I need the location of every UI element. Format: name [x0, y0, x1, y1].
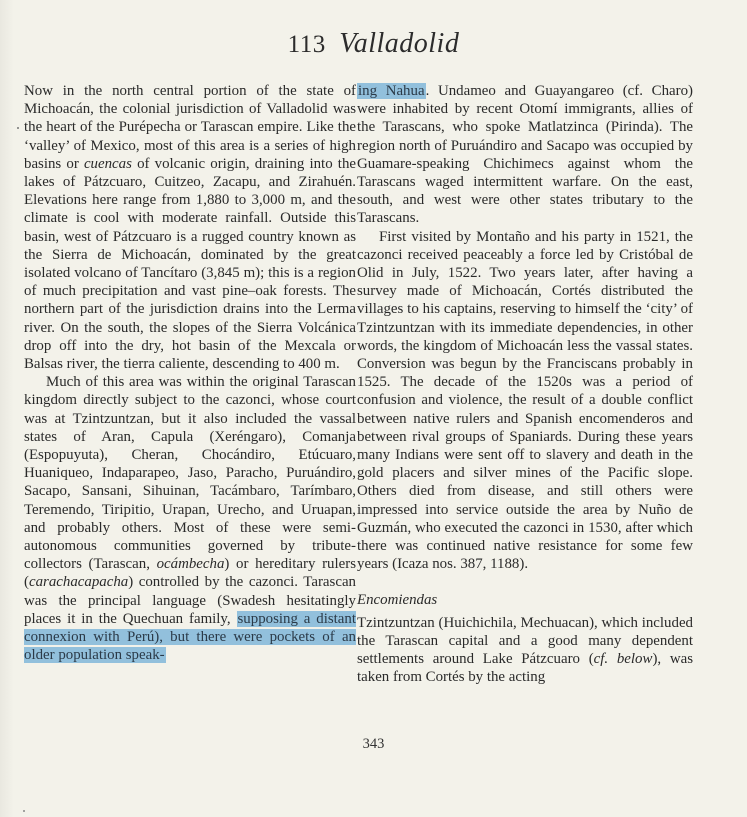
text-highlight[interactable]: supposing a distant connexion with Perú), but there were pockets of an older population speak- [24, 610, 356, 664]
section-title: Valladolid [339, 28, 460, 59]
paragraph-kingdom[interactable]: Much of this area was within the original Tarascan kingdom directly subject to the cazonci, whose court was at Tzintzuntzan, but it also included the vassal states of Aran, Capula (Xeréngaro), Comanja (Espopuyuta), Cheran, Chocándiro, Etúcuaro, Huaniqueo, Indaparapeo, Jaso, Paracho, Puruándiro, Sacapo, Sansani, Sihuinan, Tacámbaro, Tarímbaro, Teremendo, Tiripitio, Urapan, Urecho, and Uruapan, and probably others. Most of these were semi-autonomous communities governed by tribute-collectors (Tarascan, ocámbecha) or hereditary rulers (carachacapacha) controlled by the cazonci. Tarascan was the principal language (Swadesh hesitatingly places it in the Quechuan family, supposing a distant connexion with Perú), but there were pockets of an older population speak- [24, 374, 356, 664]
section-number: 113 [287, 31, 326, 58]
page-speck [23, 810, 25, 812]
running-header [0, 28, 747, 60]
paragraph-conquest[interactable]: First visited by Montaño and his party in 1521, the cazonci received peaceably a force led by Cristóbal de Olid in July, 1522. Two years later, after having a survey made of Michoacán, Cortés distributed the villages to his captains, reserving to himself the ‘city’ of Tzintzuntzan with its immediate dependencies, in other words, the kingdom of Michoacán less the vassal states. Conversion was begun by the Franciscans probably in 1525. The decade of the 1520s was a period of confusion and violence, the result of a double conflict between native rulers and Spanish encomenderos and between rival groups of Spaniards. During these years many Indians were sent off to slavery and death in the gold placers and silver mines of the Pacific slope. Others died from disease, and still others were impressed into service outside the area by Nuño de Guzmán, who executed the cazonci in 1530, after which there was continued native resistance for some few years (Icaza nos. 387, 1188). [357, 228, 693, 573]
paragraph-encomiendas[interactable]: Tzintzuntzan (Huichichila, Mechuacan), which included the Tarascan capital and a good many dependent settlements around Lake Pátzcuaro (cf. below), was taken from Cortés by the acting [357, 614, 694, 686]
paragraph-continuation[interactable]: ing Nahua. Undameo and Guayangareo (cf. Charo) were inhabited by recent Otomí immigrants, allies of the Tarascans, who spoke Matlatzinca (Pirinda). The region north of Puruándiro and Sacapo was occupied by Guamare-speaking Chichimecs against whom the Tarascans waged intermittent warfare. On the east, south, and west were other states tributary to the Tarascans. [357, 83, 693, 227]
left-column [24, 82, 356, 665]
page-folio: 343 [362, 736, 385, 752]
paragraph-intro[interactable]: Now in the north central portion of the state of Michoacán, the colonial jurisdiction of Valladolid was the heart of the Purépecha or Tarascan empire. Like the ‘valley’ of Mexico, most of this area is a series of high basins or cuencas of volcanic origin, draining into the lakes of Pátzcuaro, Cuitzeo, Zacapu, and Zirahuén. Elevations here range from 1,880 to 3,000 m, and the climate is cool with moderate rainfall. Outside this basin, west of Pátzcuaro is a rugged country known as the Sierra de Michoacán, dominated by the great isolated volcano of Tancítaro (3,845 m); this is a region of much precipitation and vast pine–oak forests. The northern part of the jurisdiction drains into the Lerma river. On the south, the slopes of the Sierra Volcánica drop off into the dry, hot basin of the Mexcala or Balsas river, the tierra caliente, descending to 400 m. [24, 83, 356, 373]
page-speck [17, 127, 19, 129]
text-highlight[interactable]: ing Nahua [358, 83, 425, 99]
subheading-encomiendas: Encomiendas [357, 592, 438, 609]
right-column [357, 82, 693, 687]
